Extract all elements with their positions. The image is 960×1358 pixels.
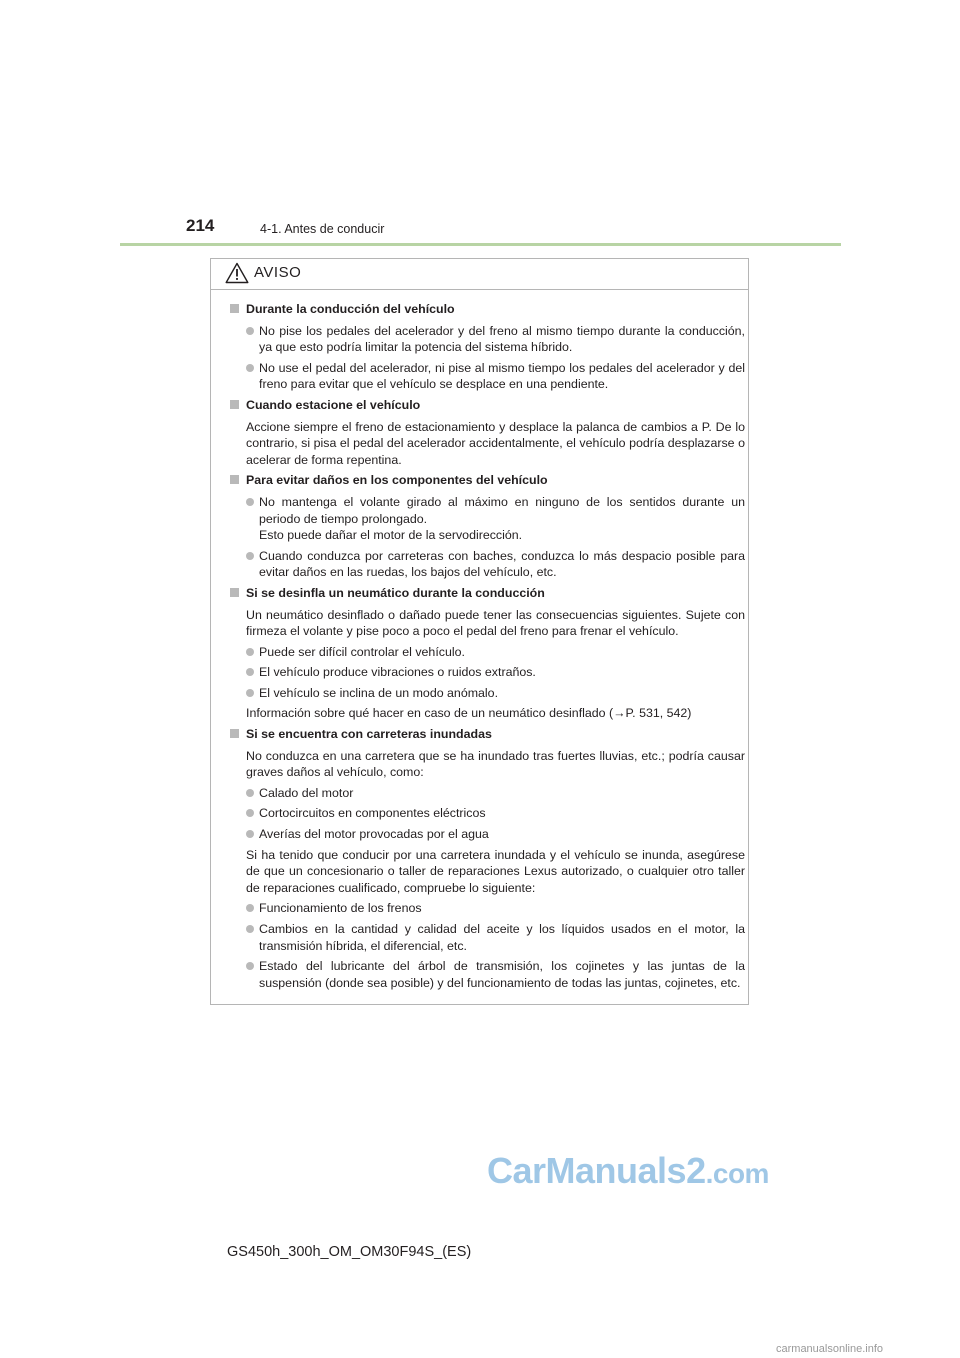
paragraph <box>228 847 745 897</box>
item-text: Accione siempre el freno de estacionamiento y desplace la palanca de cambios a P. De lo contrario, si pisa el pedal del acelerador accidentalmente, el vehículo podría desplazarse o acelerar de forma repentina. <box>246 419 745 467</box>
page-number: 214 <box>186 216 215 235</box>
watermark-logo <box>487 1150 769 1192</box>
item-text: No pise los pedales del acelerador y del freno al mismo tiempo durante la conducción, ya que esto podría limitar la potencia del sistema híbrido. <box>259 323 745 355</box>
item-text: Cambios en la cantidad y calidad del aceite y los líquidos usados en el motor, la transmisión híbrida, el diferencial, etc. <box>259 922 745 953</box>
warning-title: AVISO <box>254 264 302 281</box>
site-label: carmanualsonline.info <box>776 1343 884 1355</box>
section-heading: Durante la conducción del vehículo <box>228 301 745 318</box>
bullet-item <box>228 958 745 991</box>
bullet-item <box>228 494 745 544</box>
bullet-item <box>228 360 745 393</box>
section-heading: Para evitar daños en los componentes del vehículo <box>228 472 745 489</box>
item-text: Un neumático desinflado o dañado puede tener las consecuencias siguientes. Sujete con firmeza el volante y pise poco a poco el pedal del freno para frenar el vehículo. <box>246 607 745 639</box>
bullet-item <box>228 921 745 954</box>
bullet-item <box>228 785 745 802</box>
item-subtext: Esto puede dañar el motor de la servodirección. <box>259 528 523 543</box>
bullet-item <box>228 826 745 843</box>
item-text: Calado del motor <box>259 785 354 800</box>
page-header <box>0 0 960 250</box>
bullet-item <box>228 323 745 356</box>
warning-box <box>210 258 749 1005</box>
item-text: El vehículo produce vibraciones o ruidos extraños. <box>259 665 536 680</box>
header-rule <box>120 243 841 246</box>
warning-body <box>228 301 745 995</box>
watermark-brand: CarManuals2 <box>487 1150 706 1191</box>
item-text: Funcionamiento de los frenos <box>259 901 422 916</box>
paragraph <box>228 607 745 640</box>
item-text: Estado del lubricante del árbol de transmisión, los cojinetes y las juntas de la suspensión (donde sea posible) y del funcionamiento de todas las juntas, cojinetes, etc. <box>259 959 745 990</box>
item-text: El vehículo se inclina de un modo anómalo. <box>259 685 499 700</box>
item-text: Averías del motor provocadas por el agua <box>259 827 489 842</box>
item-text: No conduzca en una carretera que se ha inundado tras fuertes lluvias, etc.; podría causar graves daños al vehículo, como: <box>246 748 745 780</box>
section-heading: Si se encuentra con carreteras inundadas <box>228 726 745 743</box>
section-heading: Cuando estacione el vehículo <box>228 397 745 414</box>
section-heading: Si se desinfla un neumático durante la conducción <box>228 585 745 602</box>
watermark-suffix: .com <box>705 1158 769 1189</box>
paragraph <box>228 419 745 469</box>
bullet-item <box>228 685 745 702</box>
warning-header <box>211 259 748 290</box>
section-title: 4-1. Antes de conducir <box>260 222 385 236</box>
item-text: No use el pedal del acelerador, ni pise al mismo tiempo los pedales del acelerador y del freno para evitar que el vehículo se desplace en una pendiente. <box>259 360 745 392</box>
item-text: Cortocircuitos en componentes eléctricos <box>259 806 486 821</box>
item-text: Puede ser difícil controlar el vehículo. <box>259 644 465 659</box>
bullet-item <box>228 805 745 822</box>
paragraph <box>228 705 745 722</box>
document-code: GS450h_300h_OM_OM30F94S_(ES) <box>227 1244 472 1260</box>
item-text: Si ha tenido que conducir por una carretera inundada y el vehículo se inunda, asegúrese de que un concesionario o taller de reparaciones Lexus autorizado, o cualquier otro taller de reparaciones cualificado, compruebe lo siguiente: <box>246 847 745 895</box>
warning-triangle-icon <box>225 262 249 284</box>
item-text: No mantenga el volante girado al máximo en ninguno de los sentidos durante un periodo de tiempo prolongado. <box>259 494 745 526</box>
bullet-item <box>228 548 745 581</box>
item-text: Cuando conduzca por carreteras con baches, conduzca lo más despacio posible para evitar daños en las ruedas, los bajos del vehículo, etc. <box>259 548 745 580</box>
bullet-item <box>228 664 745 681</box>
paragraph <box>228 748 745 781</box>
bullet-item <box>228 900 745 917</box>
item-text: Información sobre qué hacer en caso de un neumático desinflado (→P. 531, 542) <box>246 706 692 721</box>
bullet-item <box>228 644 745 661</box>
